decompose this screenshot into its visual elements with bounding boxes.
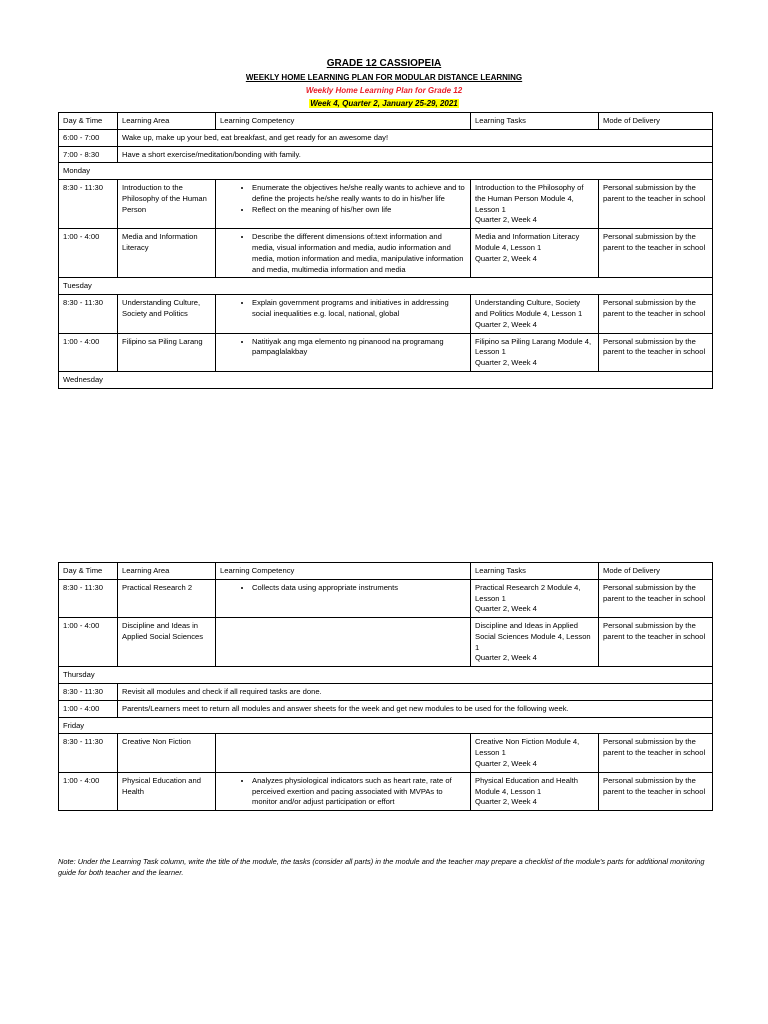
competency-item: • Analyzes physiological indicators such as heart rate, rate of perceived exertion and pacing associated with MVPAs to monitor and/or adjust participation or effort [252,776,466,808]
table-header-row [59,563,713,580]
learning-task-line: Filipino sa Piling Larang Module 4, Lesson 1 [475,336,592,357]
time-cell: 1:00 - 4:00 [59,333,118,371]
document-title: GRADE 12 CASSIOPEIA [326,58,442,69]
time-cell: 1:00 - 4:00 [59,229,118,278]
time-cell: 1:00 - 4:00 [59,772,118,810]
time-cell: 1:00 - 4:00 [59,700,118,717]
learning-task-line: Introduction to the Philosophy of the Human Person Module 4, Lesson 1 [475,183,584,214]
table-row [59,618,713,667]
learning-area-cell: Filipino sa Piling Larang [118,333,216,371]
week-line-highlight: Week 4, Quarter 2, January 25-29, 2021 [310,99,458,108]
learning-task-line: Media and Information Literacy Module 4, Lesson 1 [475,232,580,253]
competency-list [220,337,466,359]
learning-task-line: Quarter 2, Week 4 [475,653,537,663]
competency-cell [216,734,471,772]
schedule-table-2 [58,562,713,811]
competency-list [220,183,466,215]
day-row [59,667,713,684]
column-header: Day & Time [59,113,118,130]
learning-task-line: Physical Education and Health Module 4, Lesson 1 [475,775,579,796]
learning-tasks-cell [471,579,599,617]
time-cell: 8:30 - 11:30 [59,734,118,772]
time-cell: 8:30 - 11:30 [59,684,118,701]
column-header: Learning Competency [216,563,471,580]
learning-tasks-cell [471,772,599,810]
day-row [59,371,713,388]
activity-cell: Revisit all modules and check if all required tasks are done. [118,684,713,701]
mode-of-delivery-cell: Personal submission by the parent to the teacher in school [599,772,713,810]
mode-of-delivery-cell: Personal submission by the parent to the teacher in school [599,295,713,333]
schedule-table-1 [58,112,713,389]
mode-of-delivery-cell: Personal submission by the parent to the teacher in school [599,618,713,667]
learning-task-line: Practical Research 2 Module 4, Lesson 1 [475,582,581,603]
competency-cell [216,618,471,667]
competency-cell [216,579,471,617]
table-row [59,700,713,717]
learning-area-cell: Discipline and Ideas in Applied Social Sciences [118,618,216,667]
time-cell: 1:00 - 4:00 [59,618,118,667]
competency-item: • Describe the different dimensions of:text information and media, visual information and media, audio information and media, motion information and media, manipulative information and media, multimedia information and media [252,232,466,275]
column-header: Mode of Delivery [599,113,713,130]
day-label: Thursday [59,667,713,684]
learning-area-cell: Understanding Culture, Society and Politics [118,295,216,333]
learning-area-cell: Creative Non Fiction [118,734,216,772]
time-cell: 8:30 - 11:30 [59,180,118,229]
footnote: Note: Under the Learning Task column, write the title of the module, the tasks (consider all parts) in the module and the teacher may prepare a checklist of the module's parts for additional monitoring guide for both teacher and the learner. [58,857,705,878]
day-row [59,278,713,295]
column-header: Mode of Delivery [599,563,713,580]
mode-of-delivery-cell: Personal submission by the parent to the teacher in school [599,579,713,617]
learning-task-line: Creative Non Fiction Module 4, Lesson 1 [475,737,580,758]
schedule-table-2-body [59,563,713,811]
day-label: Monday [59,163,713,180]
activity-cell: Parents/Learners meet to return all modules and answer sheets for the week and get new modules to be used for the following week. [118,700,713,717]
learning-task-line: Quarter 2, Week 4 [475,758,537,768]
column-header: Learning Tasks [471,563,599,580]
learning-area-cell: Introduction to the Philosophy of the Human Person [118,180,216,229]
table-row [59,684,713,701]
learning-task-line: Discipline and Ideas in Applied Social Sciences Module 4, Lesson 1 [475,621,591,652]
table-row [59,295,713,333]
learning-task-line: Quarter 2, Week 4 [475,797,537,807]
mode-of-delivery-cell: Personal submission by the parent to the teacher in school [599,333,713,371]
learning-task-line: Quarter 2, Week 4 [475,319,537,329]
day-row [59,163,713,180]
competency-list [220,298,466,320]
column-header: Day & Time [59,563,118,580]
week-line [0,99,768,108]
mode-of-delivery-cell: Personal submission by the parent to the teacher in school [599,734,713,772]
competency-item: • Reflect on the meaning of his/her own life [252,205,466,216]
table-row [59,333,713,371]
learning-tasks-cell [471,295,599,333]
time-cell: 8:30 - 11:30 [59,579,118,617]
learning-task-line: Understanding Culture, Society and Politics Module 4, Lesson 1 [475,298,583,318]
table-row [59,129,713,146]
column-header: Learning Competency [216,113,471,130]
competency-item: • Natitiyak ang mga elemento ng pinanood na programang pampaglalakbay [252,337,466,359]
competency-item: • Explain government programs and initiatives in addressing social inequalities e.g. local, national, global [252,298,466,320]
learning-area-cell: Physical Education and Health [118,772,216,810]
learning-tasks-cell [471,180,599,229]
competency-cell [216,772,471,810]
table-header-row [59,113,713,130]
learning-tasks-cell [471,734,599,772]
mode-of-delivery-cell: Personal submission by the parent to the teacher in school [599,229,713,278]
learning-tasks-cell [471,229,599,278]
schedule-table-1-body [59,113,713,389]
column-header: Learning Tasks [471,113,599,130]
time-cell: 7:00 - 8:30 [59,146,118,163]
column-header: Learning Area [118,563,216,580]
table-row [59,180,713,229]
learning-task-line: Quarter 2, Week 4 [475,253,537,263]
day-label: Friday [59,717,713,734]
time-cell: 6:00 - 7:00 [59,129,118,146]
competency-item: • Collects data using appropriate instruments [252,583,466,594]
day-label: Tuesday [59,278,713,295]
learning-area-cell: Media and Information Literacy [118,229,216,278]
competency-list [220,583,466,594]
activity-cell: Have a short exercise/meditation/bonding with family. [118,146,713,163]
learning-task-line: Quarter 2, Week 4 [475,358,537,368]
day-label: Wednesday [59,371,713,388]
column-header: Learning Area [118,113,216,130]
time-cell: 8:30 - 11:30 [59,295,118,333]
competency-list [220,232,466,275]
table-row [59,772,713,810]
learning-area-cell: Practical Research 2 [118,579,216,617]
mode-of-delivery-cell: Personal submission by the parent to the teacher in school [599,180,713,229]
learning-task-line: Quarter 2, Week 4 [475,215,537,225]
competency-cell [216,229,471,278]
competency-item: • Enumerate the objectives he/she really wants to achieve and to define the projects he/she really wants to do in his/her life [252,183,466,205]
learning-task-line: Quarter 2, Week 4 [475,604,537,614]
table-row [59,579,713,617]
learning-tasks-cell [471,333,599,371]
day-row [59,717,713,734]
table-row [59,146,713,163]
competency-cell [216,333,471,371]
competency-list [220,776,466,808]
document-subtitle: WEEKLY HOME LEARNING PLAN FOR MODULAR DISTANCE LEARNING [245,73,523,82]
table-row [59,734,713,772]
table-row [59,229,713,278]
plan-line: Weekly Home Learning Plan for Grade 12 [305,86,463,95]
competency-cell [216,295,471,333]
competency-cell [216,180,471,229]
activity-cell: Wake up, make up your bed, eat breakfast, and get ready for an awesome day! [118,129,713,146]
learning-tasks-cell [471,618,599,667]
